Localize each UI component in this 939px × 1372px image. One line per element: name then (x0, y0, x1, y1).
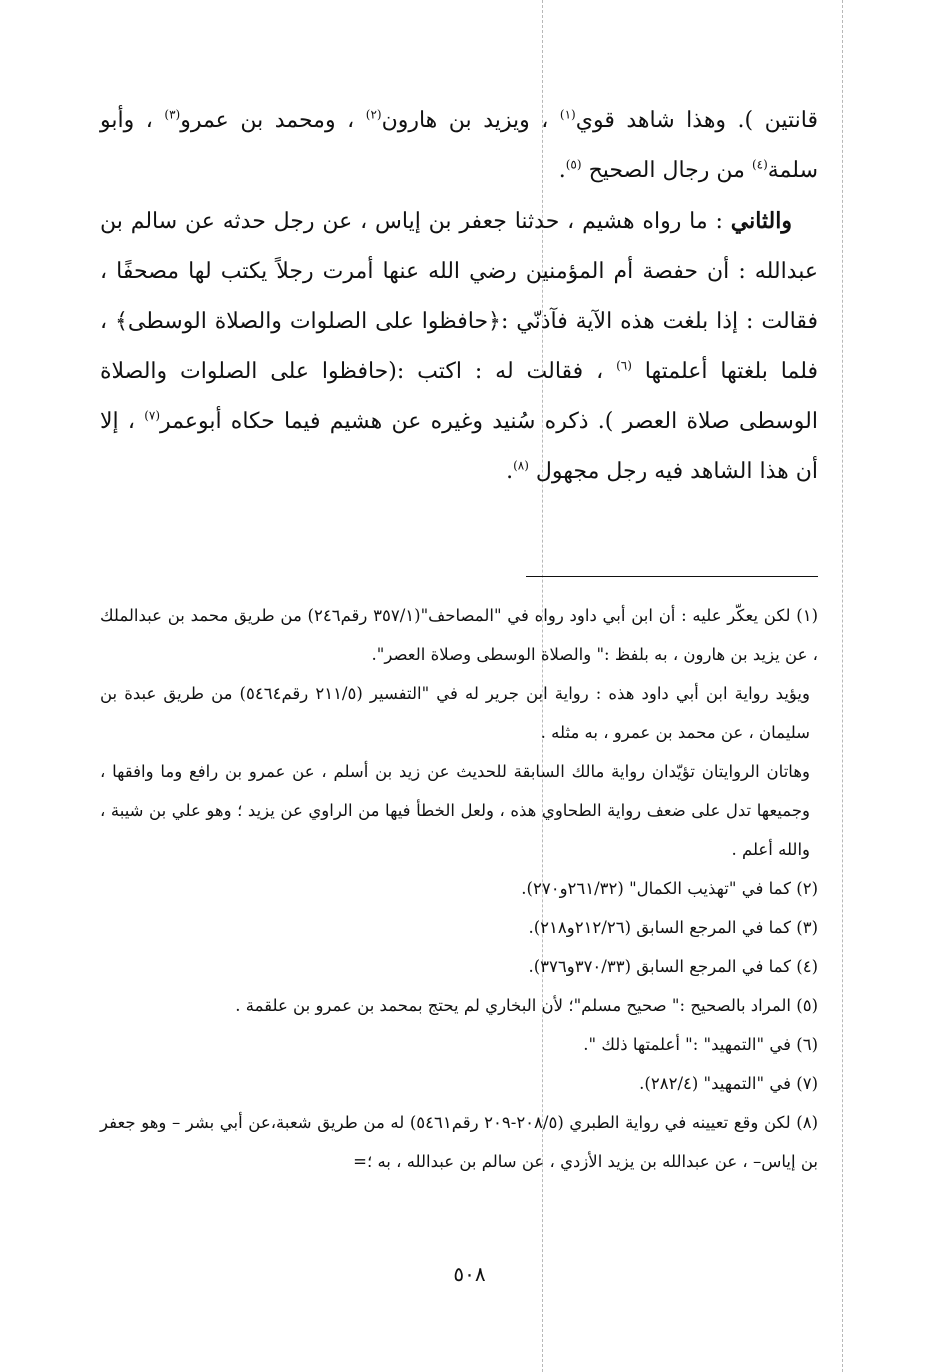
footnote-separator (526, 576, 818, 577)
p2-text-b: ، فقالت له : اكتب :(حافظوا على الصلوات والصلاة الوسطى صلاة العصر ). ذكره سُنيد وغيره عن هشيم فيما حكاه أبوعمر (100, 359, 818, 434)
paragraph-1 (100, 96, 818, 196)
footnote-ref-4: (٤) (751, 157, 768, 172)
p1-text-e: من رجال الصحيح (588, 158, 745, 183)
p2-lead-word: والثاني (730, 208, 792, 234)
p2-text-c: ، إلا أن هذا الشاهد فيه رجل مجهول (100, 409, 818, 484)
footnote-ref-1: (١) (559, 107, 576, 122)
footnote-ref-8: (٨) (513, 458, 529, 473)
footnote-ref-7: (٧) (144, 408, 161, 423)
footnote-ref-5: (٥) (565, 157, 582, 172)
footnote-4: (٤) كما في المرجع السابق (٣٧٠/٣٣و٣٧٦). (528, 957, 818, 976)
footnote-1-continuation-a: ويؤيد رواية ابن أبي داود هذه : رواية ابن جرير له في "التفسير (٢١١/٥ رقم٥٤٦٤) من طريق عبدة بن سليمان ، عن محمد بن عمرو ، به مثله . (100, 684, 810, 742)
footnote-ref-6: (٦) (616, 358, 632, 373)
p1-text-a: قانتين ). وهذا شاهد قوي (575, 108, 819, 133)
footnote-8: (٨) لكن وقع تعيينه في رواية الطبري (٢٠٨/٥-٢٠٩ رقم٥٤٦١) له من طريق شعبة،عن أبي بشر – وهو جعفر بن إياس– ، عن عبدالله بن يزيد الأزدي ، عن سالم بن عبدالله ، به ؛= (100, 1113, 818, 1171)
footnote-7: (٧) في "التمهيد" (٢٨٢/٤). (639, 1074, 818, 1093)
footnote-6: (٦) في "التمهيد" :" أعلمتها ذلك ". (583, 1035, 818, 1054)
main-text (100, 96, 818, 497)
p1-text-b: ، ويزيد بن هارون (381, 108, 549, 133)
fold-guide-line-right (842, 0, 843, 1372)
footnote-1-continuation-b: وهاتان الروايتان تؤيّدان رواية مالك السابقة للحديث عن زيد بن أسلم ، عن عمرو بن رافع وما وافقها ، وجميعها تدل على ضعف رواية الطحاوي هذه ، ولعل الخطأ فيها من الراوي عن يزيد ؛ وهو علي بن شيبة ، والله أعلم . (100, 762, 810, 859)
p1-text-f: . (558, 158, 566, 183)
p1-text-d: ، وأبو سلمة (100, 108, 818, 183)
footnote-1: (١) لكن يعكّر عليه : أن ابن أبي داود رواه في "المصاحف"(٣٥٧/١ رقم٢٤٦) من طريق محمد بن عبدالملك ، عن يزيد بن هارون ، به بلفظ :" والصلاة الوسطى وصلاة العصر". (100, 606, 818, 664)
p2-text-a: : ما رواه هشيم ، حدثنا جعفر بن إياس ، عن رجل حدثه عن سالم بن عبدالله : أن حفصة أم المؤمنين رضي الله عنها أمرت رجلاً يكتب لها مصحفًا ، فقالت : إذا بلغت هذه الآية فآذنّي :﴿حافظوا على الصلوات والصلاة الوسطى﴾ ، فلما بلغتها أعلمتها (100, 209, 819, 384)
paragraph-2 (100, 196, 818, 497)
p2-text-d: . (506, 459, 514, 484)
footnote-3: (٣) كما في المرجع السابق (٢١٢/٢٦و٢١٨). (528, 918, 818, 937)
footnote-ref-3: (٣) (164, 107, 181, 122)
footnote-5: (٥) المراد بالصحيح :" صحيح مسلم"؛ لأن البخاري لم يحتج بمحمد بن عمرو بن علقمة . (235, 996, 818, 1015)
footnote-ref-2: (٢) (365, 107, 382, 122)
p1-text-c: ، ومحمد بن عمرو (180, 108, 355, 133)
footnote-2: (٢) كما في "تهذيب الكمال" (٢٦١/٣٢و٢٧٠). (521, 879, 818, 898)
footnotes (100, 596, 818, 1181)
page-number: ٥٠٨ (453, 1262, 486, 1286)
